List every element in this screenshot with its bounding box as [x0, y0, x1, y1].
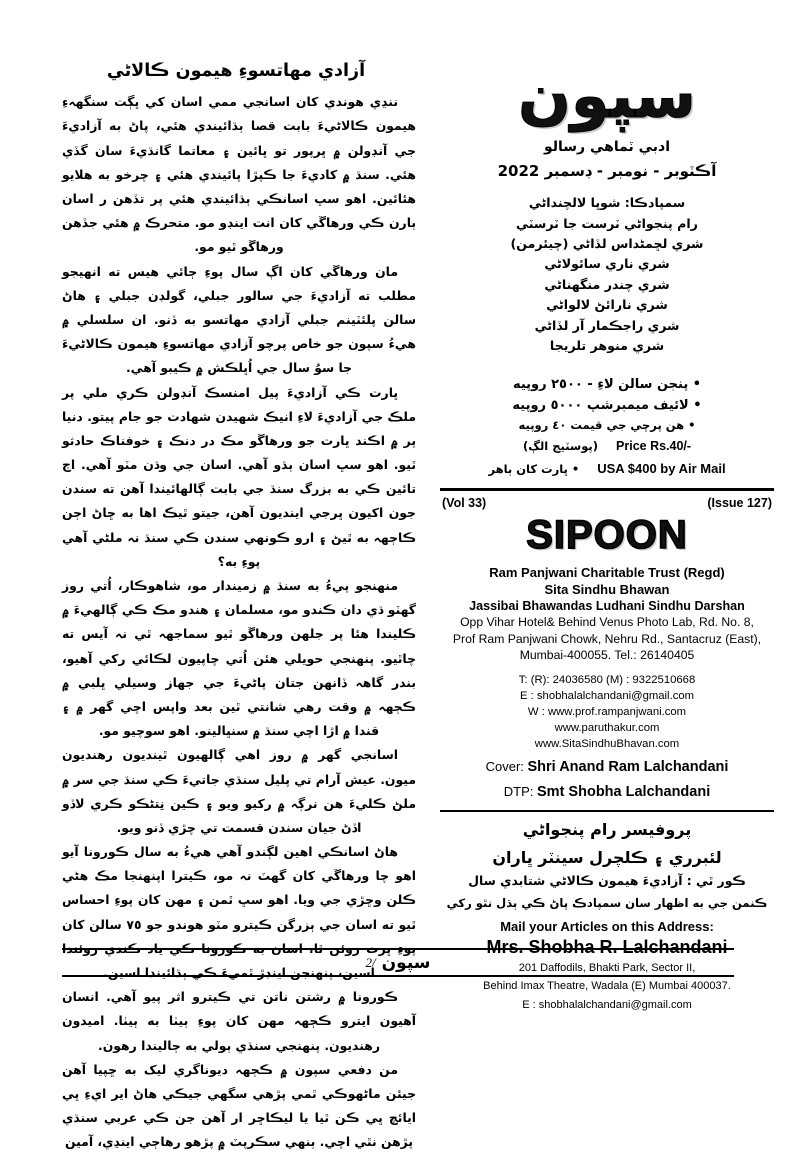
trustee-item: شري چندر منگهناڻي: [544, 276, 670, 292]
trustee-item: شري ناري سائولاڻي: [544, 256, 670, 272]
mail-recipient-name: Mrs. Shobha R. Lalchandani: [486, 936, 728, 957]
cover-theme-line: ڪور ٿي : آزاديءَ هيمون ڪالاڻي شتابدي سال: [468, 872, 746, 888]
cover-credit-name: Shri Anand Ram Lalchandani: [527, 758, 729, 775]
trust-address-line-1: Opp Vihar Hotel& Behind Venus Photo Lab, Rd. No. 8,: [460, 615, 754, 630]
article-paragraph: مان ورهاڱي کان اڳ سال پوءِ ڄائي هيس ته انهيجو مطلب ته آزاديءَ جي سالور جبلي، گولڊن جبلي ۽ هاڻ سالن پلئٽينم جبلي آزادي مهاتسو به ڏنو. ان سلسلي ۾ هيءُ سپون جو خاص پرچو آزادي مهاتسوءِ هيمون ڪالاڻيءَ جا سوُ سال جي اُڀلڪش ۾ ڪيبو آهي.: [62, 263, 416, 376]
contact-block: [440, 672, 774, 752]
divider-rule-2: [440, 810, 774, 812]
trust-address-block: [440, 564, 774, 663]
article-paragraph: ڀارت ڪي آزاديءَ پيل امنسڪ آنڊولن ڪري ملي پر ملڪ جي آزاديءَ لاءِ انيڪ شهيدن شهادت جو جام پيتو. دنيا پر ۾ اڪند ڀارت جو ورهاڱو مڪ در دنڪ ۽ خوفناڪ حادثو ٿيو. اهو سڀ اسان ٻڌو آهي. اسان جي وڌن مٽو آهي. اڄ تائين ڪي به بزرگ سنڌ جي بابت ڳالهائيندا آهن ته سندن جون اکيون ڀرجي اينديون آهن، جيتو ٿيڪ اها به ڇاڻ اڄن ڪاڄهہ به ٿيڻ ۽ ارو ڪونهي سندن ڪي سنڌ نہ ملڻي آهي پوءِ به؟: [62, 384, 416, 569]
masthead-column: [440, 58, 774, 1011]
contact-website-1[interactable]: W : www.prof.rampanjwani.com: [527, 705, 687, 718]
contact-phone[interactable]: T: (R): 24036580 (M) : 9322510668: [518, 673, 696, 686]
airmail-price: USA $400 by Air Mail: [597, 461, 726, 477]
life-membership: • لائيف ميمبرشپ ٥٠٠٠ روپيه: [512, 398, 702, 414]
article-body: [62, 90, 416, 1154]
article-paragraph: ننڍي هوندي کان اسانجي ممي اسان کي ڀڳت سنگهہءِ هيمون ڪالاڻيءَ بابت قصا ٻڌائيندي هئي، پاڻ به آزاديءَ جي آنڊولن ۾ ڀرپور تو ڀائين ۽ معاتما گانڌيءَ سان گڏي هئي. سنڌ ۾ کاديءَ جا ڪپڙا پائيندي هئي ۽ چرخو به هلايو هئائين. اهو سڀ اسانڪي ٻڌائيندي هئي پر تڏهن ر اسان ٻارن ڪي ورهاڱي کان انت اينڊو مو. متحرڪ ۾ هئي جڏهن ورهاڱو ٿيو مو.: [62, 94, 416, 255]
magazine-tagline: ادبي ٽماهي رسالو: [543, 139, 671, 156]
issue-label: (Issue 127): [707, 496, 772, 511]
trustee-item: شري لڇمڻداس لڏاڻي (چيئرمن): [510, 235, 704, 251]
article-paragraph: ڪورونا ۾ رشتن ناتن تي ڪيترو اثر پيو آهي. انسان آهيون ايترو ڪڄهہ مهن کان پوءِ ٻيٺا به ٻيٺا. اميدون رهنديون. پنهنجي سنڌي ٻولي به ڄاليندا رهون.: [62, 989, 416, 1053]
dtp-credit: [440, 782, 774, 802]
mail-articles-heading: Mail your Articles on this Address:: [500, 918, 714, 934]
centre-name-line-2: لئبرري ۽ ڪلچرل سينٽر ڀاران: [492, 847, 722, 867]
footer-magazine-name: سپون: [381, 952, 431, 973]
contact-website-3[interactable]: www.SitaSindhuBhavan.com: [534, 737, 680, 750]
sipoon-wordmark: SIPOON: [526, 513, 688, 558]
footer-rule-bottom: [62, 975, 734, 977]
footer-page-number: 2/: [365, 954, 376, 970]
trust-trustees-label: رام پنجواڻي ٽرست جا ٽرسٽي: [516, 215, 698, 231]
sipoon-sindhi-logo: سپون: [517, 59, 697, 132]
article-title: آزادي مهاتسوءِ هيمون ڪالاڻي: [106, 61, 366, 81]
footer-content: [62, 950, 734, 975]
subscription-block: [440, 374, 774, 479]
article-paragraph: هاڻ اسانڪي اهين لڳندو آهي هيءُ به سال ڪورونا آيو اهو چا ورهاڱي کان گهٽ نہ مو، ڪيترا اپنهنجا مڪ هڻي ڪلن وڇڙي جي ويا. اهو سڀ ٿمن ۽ مهن کان پوءِ احساس ٿيو ته اسان جي ٻزرگن ڪيترو مٽو هوندو جو ٧٥ سالن کان پوءِ ڀرت روئن ٿا، اسان به ڪورونا ڪي ياد ڪندي روئندا اسين، پنهنجن اينڊڙ ٿميءَ ڪي ٻڌائيندا اسين.: [62, 844, 417, 980]
trust-bhawan: Sita Sindhu Bhawan: [544, 581, 670, 597]
price-row: [440, 436, 774, 456]
postage-note: (پوسٽيج الڳ): [522, 439, 599, 454]
mail-address-line-2: Behind Imax Theatre, Wadala (E) Mumbai 400037.: [483, 980, 731, 993]
trust-address-line-3: Mumbai-400055. Tel.: 26140405: [519, 647, 695, 662]
cover-credit-label: Cover:: [485, 758, 524, 774]
editor-line: سمپادڪا: شوڀا لالچنداڻي: [528, 195, 686, 211]
centre-name-line-1: پروفيسر رام پنجواڻي: [522, 820, 692, 840]
trustee-item: شري راجڪمار آر لڏاڻي: [534, 317, 680, 333]
outside-india-label: • ڀارت کان ٻاهر: [488, 462, 580, 477]
trust-sindhu-darshan: Jassibai Bhawandas Ludhani Sindhu Darshan: [469, 598, 745, 613]
two-column-layout: [0, 58, 800, 1150]
issue-date-line: آڪٽوبر - نومبر - ڊسمبر 2022: [497, 161, 717, 180]
contact-website-2[interactable]: www.paruthakur.com: [554, 721, 660, 734]
cover-credit: [440, 757, 774, 777]
mail-address-line-1: 201 Daffodils, Bhakti Park, Sector II,: [518, 961, 696, 974]
volume-label: (Vol 33): [442, 496, 487, 511]
trustee-item: شري نارائڻ لالواڻي: [546, 297, 668, 313]
price-en: Price Rs.40/-: [616, 439, 692, 454]
trust-name: Ram Panjwani Charitable Trust (Regd): [489, 564, 725, 580]
article-paragraph: اسانجي گهر ۾ روز اهي ڳالهيون ٿينديون رهنديون ميون. عيش آرام تي پليل سنڌي جاتيءَ ڪي سنڌ جي سر ۾ ملڻ ڪليءَ هن نرڳہ ۾ رکيو ويو ۽ ڪين نِتڻڪو ڪري لاڏو اڏڻ جيان سندن قسمت تي چڙي ڏنو ويو.: [62, 747, 416, 835]
issue-price-sindhi: • هن پرچي جي قيمت ٤٠ روپيه: [518, 418, 696, 433]
five-year-subscription: • پنجن سالن لاءِ - ٢٥٠٠ روپيه: [512, 377, 702, 393]
article-paragraph: من دفعي سپون ۾ ڪڄهہ ديوناگري ليک به ڇپيا آهن جيئن ماڻهوڪي ٿمي پڙهي سگهي جيڪي هاڻ اير ايءِ ڀي ايائچ ڀي ڪن ٿيا يا ليڪاڇر ار آهن جن ڪي عربي سنڌي پڙهن نٿي اچي. ٻنهي سڪرپٽ ۾ پڙهو رهاڄي اينڍي، آمين: [62, 1061, 416, 1150]
dtp-credit-name: Smt Shobha Lalchandani: [537, 784, 711, 801]
trust-address-line-2: Prof Ram Panjwani Chowk, Nehru Rd., Santacruz (East),: [452, 631, 762, 646]
editorial-disclaimer: ڪنمن جي به اظهار سان سمپادڪ پاڻ ڪي ٻڌل نٿو رکي: [446, 896, 768, 911]
article-paragraph: منهنجو پيءُ به سنڌ ۾ زميندار مو، شاهوڪار، اُتي روز گهٽو ڌي دان ڪندو مو، مسلمان ۽ هندو مڪ ڪي ڳالهيءَ ۾ ڪليندا هئا پر جلهن ورهاڱو ٿيو سماجهہ ٿي نہ آيس ته چاٿيو. پنهنجي حويلي هئن اُتي چاپيون لڪائي رکي آهيو، بندر گاهہ ڏانهن جتان پاڻيءَ جي جهاز وسيلي ڀلبي ۾ ڪڄهہ ۾ وقت رهي شانتي ٿين بعد واپس اچي گهر ۾ ۽ قندا ۾ اڙا اچي سنڌ ۾ سنڀالينو. اهو سوچيو مو.: [62, 578, 416, 739]
volume-issue-row: [440, 495, 774, 510]
page-footer: [62, 948, 734, 977]
contact-email[interactable]: E : shobhalalchandani@gmail.com: [519, 689, 695, 702]
divider-rule: [440, 488, 774, 491]
outside-india-row: [440, 457, 774, 479]
editorial-board: [440, 193, 774, 356]
article-column: [62, 58, 424, 1150]
trustee-item: شري منوهر تلريجا: [549, 337, 665, 353]
mail-email[interactable]: E : shobhalalchandani@gmail.com: [522, 998, 692, 1011]
dtp-credit-label: DTP:: [503, 784, 534, 800]
